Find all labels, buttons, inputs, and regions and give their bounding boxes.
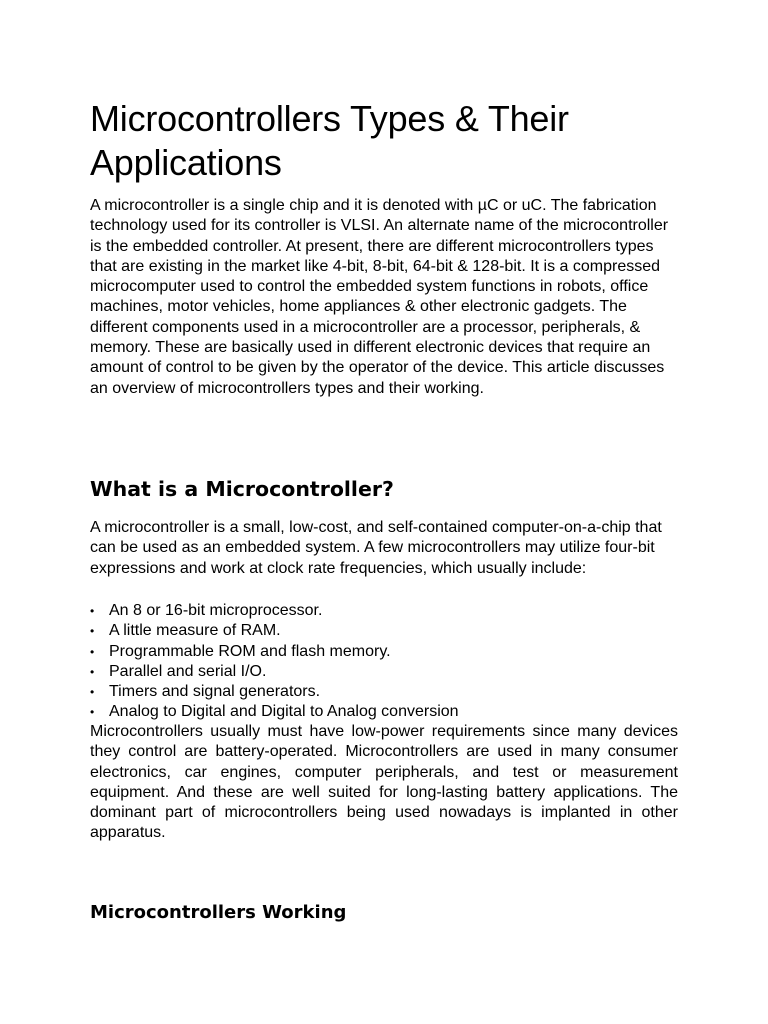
list-item-text: Parallel and serial I/O.	[109, 662, 267, 680]
definition-paragraph: A microcontroller is a small, low-cost, and self-contained computer-on-a-chip that can be used as an embedded system. A few microcontrollers may utilize four-bit expressions and work at clock rate frequencies, which usually include:	[90, 519, 662, 577]
bullet-icon: •	[90, 705, 95, 720]
bullet-icon: •	[90, 664, 95, 679]
list-item-text: A little measure of RAM.	[109, 622, 281, 640]
feature-list	[90, 601, 678, 723]
requirements-paragraph: Microcontrollers usually must have low-power requirements since many devices they control are battery-operated. Microcontrollers are used in many consumer electronics, car engines, computer peripherals, and test or measurement equipment. And these are well suited for long-lasting battery applications. The dominant part of microcontrollers being used nowadays is implanted in other apparatus.	[90, 723, 678, 842]
intro-paragraph: A microcontroller is a single chip and it is denoted with µC or uC. The fabrication technology used for its controller is VLSI. An alternate name of the microcontroller is the embedded controller. At present, there are different microcontrollers types that are existing in the market like 4-bit, 8-bit, 64-bit & 128-bit. It is a compressed microcomputer used to control the embedded system functions in robots, office machines, motor vehicles, home appliances & other electronic gadgets. The different components used in a microcontroller are a processor, peripherals, & memory. These are basically used in different electronic devices that require an amount of control to be given by the operator of the device. This article discusses an overview of microcontrollers types and their working.	[90, 197, 669, 397]
list-item	[90, 702, 678, 722]
list-item	[90, 621, 678, 641]
bullet-icon: •	[90, 604, 95, 618]
list-item-text: Timers and signal generators.	[109, 683, 321, 701]
section-heading-what-is: What is a Microcontroller?	[90, 477, 394, 501]
list-item-text: An 8 or 16-bit microprocessor.	[109, 602, 323, 619]
list-item	[90, 642, 678, 662]
list-item	[90, 682, 678, 702]
list-item-text: Analog to Digital and Digital to Analog conversion	[109, 703, 459, 721]
bullet-icon: •	[90, 644, 95, 659]
bullet-icon: •	[90, 685, 95, 700]
list-item	[90, 601, 678, 621]
bullet-icon: •	[90, 624, 95, 639]
page-title: Microcontrollers Types & Their Applications	[90, 98, 569, 183]
list-item-text: Programmable ROM and flash memory.	[109, 642, 391, 660]
section-heading-working: Microcontrollers Working	[90, 902, 347, 923]
list-item	[90, 662, 678, 682]
